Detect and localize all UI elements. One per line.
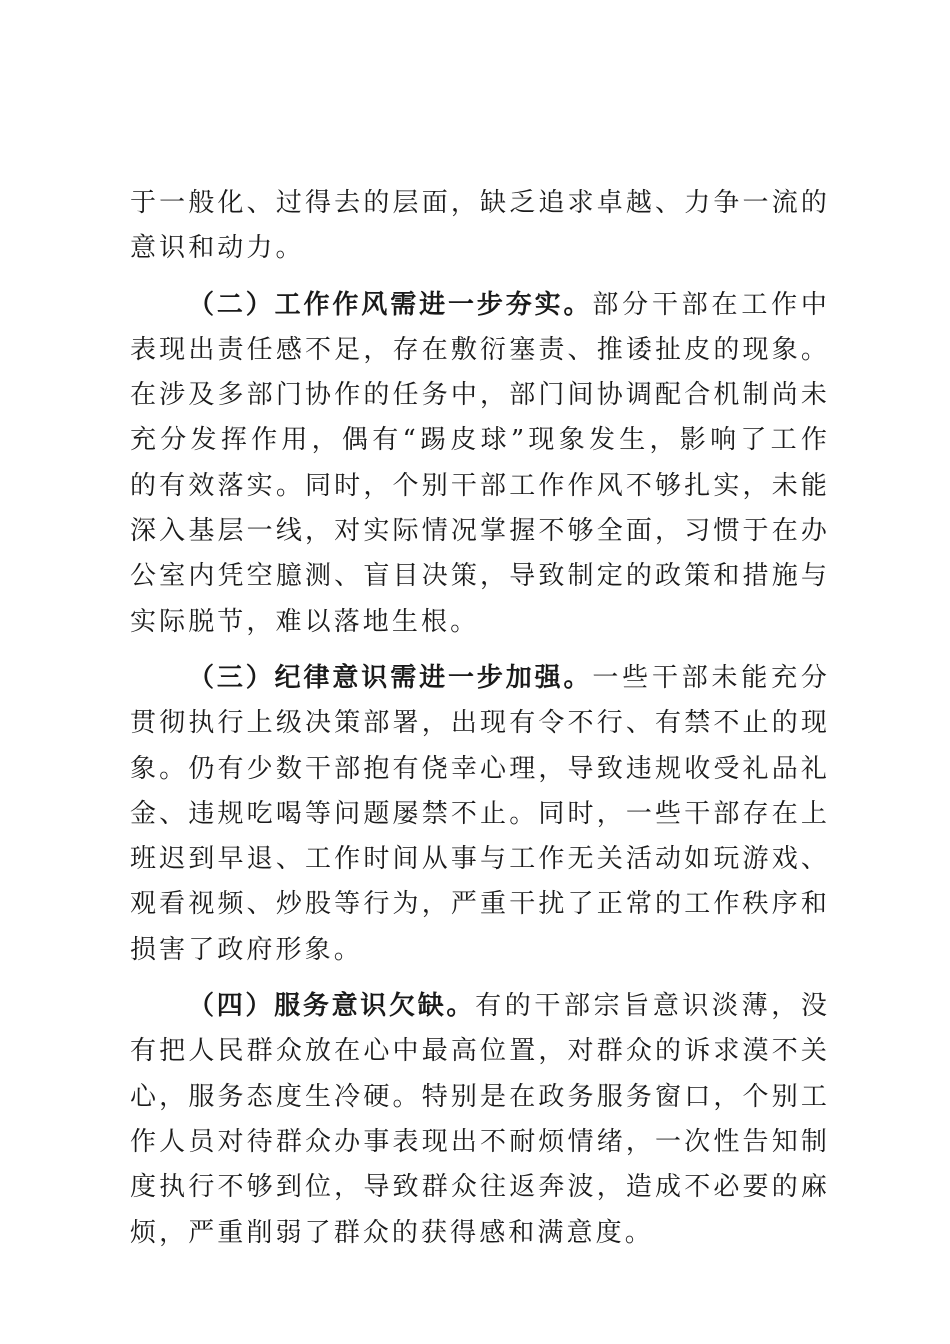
paragraph-work-style [130, 283, 830, 645]
section-heading: （二）工作作风需进一步夯实。 [188, 289, 593, 320]
paragraph-continuation [130, 181, 830, 272]
paragraph-body: 一些干部未能充分贯彻执行上级决策部署，出现有令不行、有禁不止的现象。仍有少数干部抱有侥幸心理，导致违规收受礼品礼金、违规吃喝等问题屡禁不止。同时，一些干部存在上班迟到早退、工作时间从事与工作无关活动如玩游戏、观看视频、炒股等行为，严重干扰了正常的工作秩序和损害了政府形象。 [130, 662, 830, 965]
paragraph-service [130, 984, 830, 1256]
paragraph-body: 于一般化、过得去的层面，缺乏追求卓越、力争一流的意识和动力。 [130, 188, 830, 264]
section-heading: （四）服务意识欠缺。 [188, 991, 476, 1022]
paragraph-body: 部分干部在工作中表现出责任感不足，存在敷衍塞责、推诿扯皮的现象。在涉及多部门协作的任务中，部门间协调配合机制尚未充分发挥作用，偶有“踢皮球”现象发生，影响了工作的有效落实。同时，个别干部工作作风不够扎实，未能深入基层一线，对实际情况掌握不够全面，习惯于在办公室内凭空臆测、盲目决策，导致制定的政策和措施与实际脱节，难以落地生根。 [130, 289, 830, 637]
paragraph-discipline [130, 656, 830, 973]
paragraph-body: 有的干部宗旨意识淡薄，没有把人民群众放在心中最高位置，对群众的诉求漠不关心，服务态度生冷硬。特别是在政务服务窗口，个别工作人员对待群众办事表现出不耐烦情绪，一次性告知制度执行不够到位，导致群众往返奔波，造成不必要的麻烦，严重削弱了群众的获得感和满意度。 [130, 991, 830, 1248]
section-heading: （三）纪律意识需进一步加强。 [188, 662, 593, 693]
document-page [130, 181, 830, 1267]
